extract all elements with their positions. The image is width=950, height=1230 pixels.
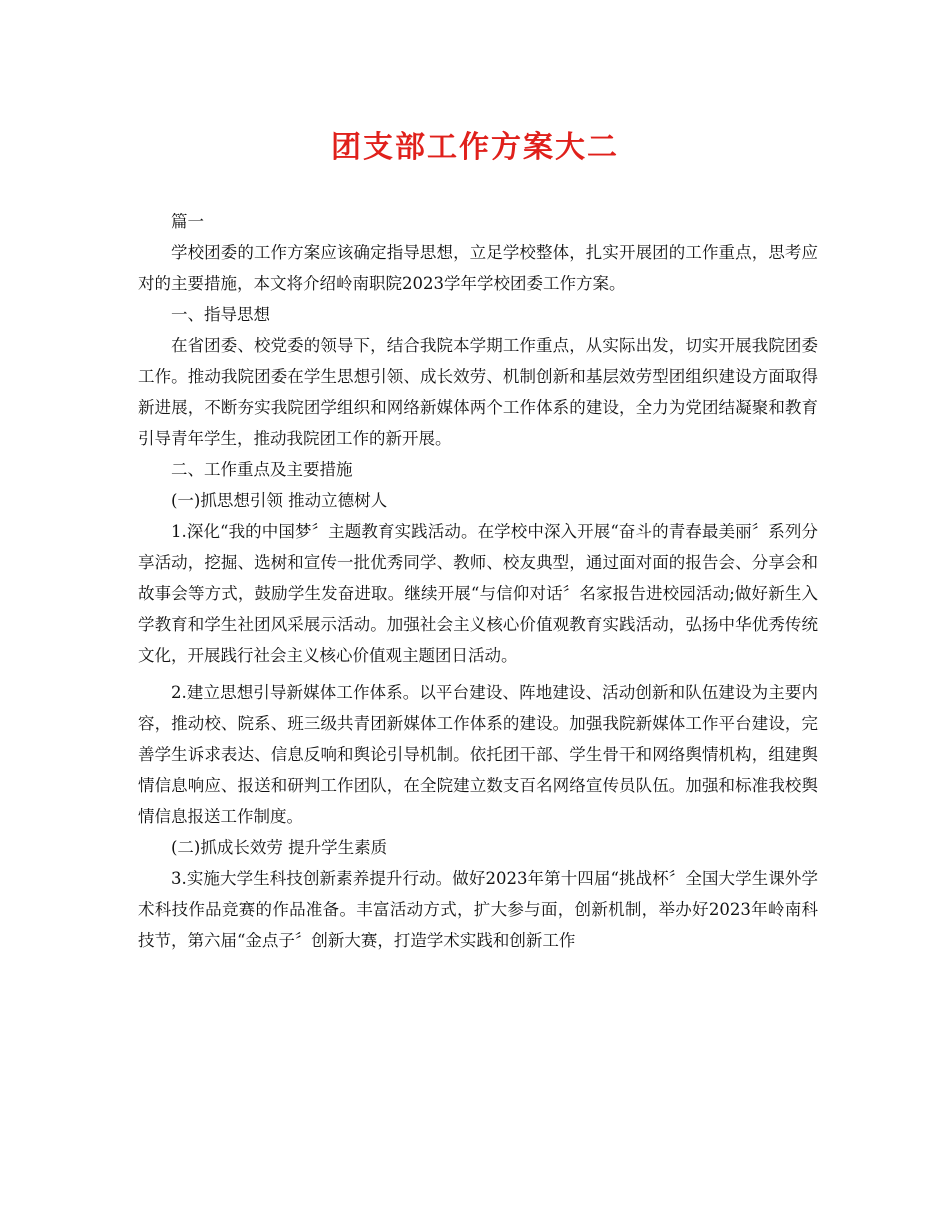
measure-paragraph: 1.深化“我的中国梦〞主题教育实践活动。在学校中深入开展“奋斗的青春最美丽〞系列分享活动，挖掘、选树和宣传一批优秀同学、教师、校友典型，通过面对面的报告会、分享会和故事会等方式，鼓励学生发奋进取。继续开展“与信仰对话〞名家报告进校园活动;做好新生入学教育和学生社团风采展示活动。加强社会主义核心价值观教育实践活动，弘扬中华优秀传统文化，开展践行社会主义核心价值观主题团日活动。 [138,522,818,665]
measure-paragraph: 2.建立思想引导新媒体工作体系。以平台建设、阵地建设、活动创新和队伍建设为主要内容，推动校、院系、班三级共青团新媒体工作体系的建设。加强我院新媒体工作平台建设，完善学生诉求表达、信息反响和舆论引导机制。依托团干部、学生骨干和网络舆情机构，组建舆情信息响应、报送和研判工作团队，在全院建立数支百名网络宣传员队伍。加强和标准我校舆情信息报送工作制度。 [138,683,818,826]
section-heading: 二、工作重点及主要措施 [171,460,353,479]
document-title: 团支部工作方案大二 [331,130,619,165]
measure-paragraph: 3.实施大学生科技创新素养提升行动。做好2023年第十四届“挑战杯〞全国大学生课外学术科技作品竞赛的作品准备。丰富活动方式，扩大参与面，创新机制，举办好2023年岭南科技节，第六届“金点子〞创新大赛，打造学术实践和创新工作 [138,869,818,950]
section-label: 篇一 [171,212,204,231]
subsection-heading: (二)抓成长效劳 提升学生素质 [171,838,388,857]
subsection-heading: (一)抓思想引领 推动立德树人 [171,491,388,510]
guiding-thought-paragraph: 在省团委、校党委的领导下，结合我院本学期工作重点，从实际出发，切实开展我院团委工作。推动我院团委在学生思想引领、成长效劳、机制创新和基层效劳型团组织建设方面取得新进展，不断夯实我院团学组织和网络新媒体两个工作体系的建设，全力为党团结凝聚和教育引导青年学生，推动我院团工作的新开展。 [138,336,818,448]
section-heading: 一、指导思想 [171,305,270,324]
intro-paragraph: 学校团委的工作方案应该确定指导思想，立足学校整体，扎实开展团的工作重点，思考应对的主要措施，本文将介绍岭南职院2023学年学校团委工作方案。 [138,243,818,293]
document-body [138,206,818,956]
